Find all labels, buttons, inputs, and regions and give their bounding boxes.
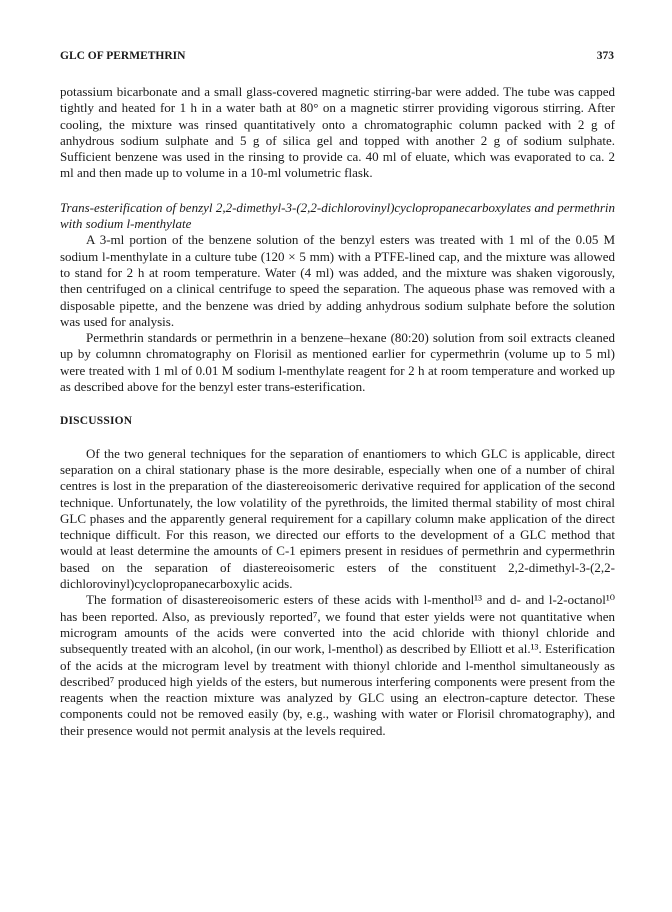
article-body [60,84,615,739]
running-title: GLC OF PERMETHRIN [60,50,186,62]
paragraph-permethrin-standards: Permethrin standards or permethrin in a benzene–hexane (80:20) solution from soil extracts cleaned up by columnn chromatography on Florisil as mentioned earlier for cypermethrin (volume up to 5 ml) were treated with 1 ml of 0.01 M sodium l-menthylate reagent for 2 h at room temperature and worked up as described above for the benzyl ester trans-esterification. [60,330,615,395]
paragraph-procedure-continued: potassium bicarbonate and a small glass-covered magnetic stirring-bar were added. The tube was capped tightly and heated for 1 h in a water bath at 80° on a magnetic stirrer providing vigorous stirring. After cooling, the mixture was rinsed quantitatively onto a chromatographic column packed with 2 g of anhydrous sodium sulphate and 5 g of silica gel and topped with another 2 g of sodium sulphate. Sufficient benzene was used in the rinsing to provide ca. 40 ml of eluate, which was evaporated to ca. 2 ml and then made up to volume in a 10-ml volumetric flask. [60,84,615,181]
page-header [60,50,614,66]
section-title-trans-esterification: Trans-esterification of benzyl 2,2-dimethyl-3-(2,2-dichlorovinyl)cyclopropanecarboxylates and permethrin with sodium l-menthylate [60,199,615,232]
section-title-discussion: DISCUSSION [60,415,133,428]
page-number: 373 [596,50,614,62]
paragraph-discussion-esters: The formation of disastereoisomeric esters of these acids with l-menthol¹³ and d- and l-2-octanol¹⁰ has been reported. Also, as previously reported⁷, we found that ester yields were not quantitative when microgram amounts of the acids were converted into the acid chloride with thionyl chloride and subsequently treated with an alcohol, (in our work, l-menthol) as described by Elliott et al.¹³. Esterification of the acids at the microgram level by treatment with thionyl chloride and l-menthol simultaneously as described⁷ produced high yields of the esters, but numerous interfering components were present from the reagents when the reaction mixture was analyzed by GLC using an electron-capture detector. These components could not be removed easily (by, e.g., washing with water or Florisil chromatography), and their presence would not permit analysis at the levels required. [60,592,615,738]
paragraph-discussion-techniques: Of the two general techniques for the separation of enantiomers to which GLC is applicable, direct separation on a chiral stationary phase is the more desirable, especially when one of a number of chiral centres is lost in the preparation of the diastereoisomeric derivative required for application of the second technique. Unfortunately, the low volatility of the pyrethroids, the limited thermal stability of most chiral GLC phases and the apparently general requirement for a capillary column make application of the direct technique difficult. For this reason, we directed our efforts to the development of a GLC method that would at least determine the amounts of C-1 epimers present in residues of permethrin and cypermethrin based on the separation of diastereoisomeric esters of the constituent 2,2-dimethyl-3-(2,2-dichlorovinyl)cyclopropanecarboxylic acids. [60,445,615,592]
paragraph-trans-esterification: A 3-ml portion of the benzene solution of the benzyl esters was treated with 1 ml of the 0.05 M sodium l-menthylate in a culture tube (120 × 5 mm) with a PTFE-lined cap, and the mixture was allowed to stand for 2 h at room temperature. Water (4 ml) was added, and the mixture was shaken vigorously, then centrifuged on a clinical centrifuge to speed the separation. The aqueous phase was removed with a disposable pipette, and the benzene was dried by adding anhydrous sodium sulphate before the solution was used for analysis. [60,232,615,329]
